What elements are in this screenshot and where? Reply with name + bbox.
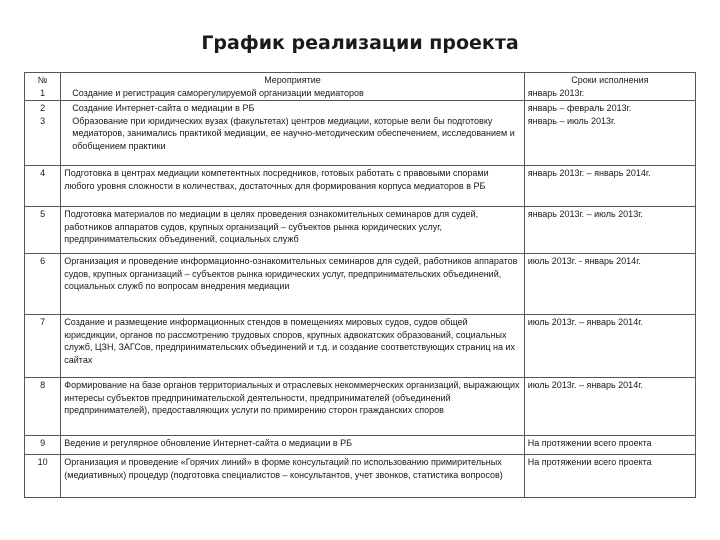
term-cell (524, 73, 695, 101)
activity-cell: Подготовка в центрах медиации компетентных посредников, готовых работать с правовыми спорами любого уровня сложности в количествах, достаточных для формирования корпуса медиаторов в РБ (61, 166, 524, 207)
term-cell: июль 2013г. - январь 2014г. (524, 254, 695, 315)
row-num: 2 (40, 103, 46, 113)
row-term: январь – июль 2013г. (527, 115, 616, 126)
num-cell (25, 73, 61, 101)
activity-cell (61, 101, 524, 166)
num-cell: 5 (25, 207, 61, 254)
row-term: январь 2013г. (527, 87, 585, 98)
num-cell: 8 (25, 378, 61, 436)
table-row (25, 315, 696, 378)
num-cell: 4 (25, 166, 61, 207)
row-activity: Создание Интернет-сайта о медиации в РБ (72, 103, 255, 113)
table-row (25, 254, 696, 315)
activity-cell: Организация и проведение информационно-ознакомительных семинаров для судей, работников аппаратов судов, крупных организаций – субъектов рынка юридических услуг, предпринимательских объединений, социальных служб по вопросам внедрения медиации (61, 254, 524, 315)
row-num: 1 (40, 87, 46, 98)
header-terms: Сроки исполнения (571, 75, 649, 85)
row-num: 3 (40, 115, 46, 126)
num-cell: 9 (25, 436, 61, 455)
table-row (25, 101, 696, 166)
table-row (25, 207, 696, 254)
table-row (25, 378, 696, 436)
term-cell: июль 2013г. – январь 2014г. (524, 378, 695, 436)
term-cell (524, 101, 695, 166)
table-row (25, 436, 696, 455)
row-term: январь – февраль 2013г. (527, 103, 632, 113)
activity-cell: Подготовка материалов по медиации в целях проведения ознакомительных семинаров для судей, работников аппаратов судов, крупных организаций – субъектов рынка юридических услуг, предпринимательских объединений, социальных служб (61, 207, 524, 254)
header-num: № (37, 75, 48, 85)
num-cell: 10 (25, 455, 61, 498)
num-cell (25, 101, 61, 166)
schedule-table (24, 72, 696, 498)
document-title: График реализации проекта (201, 32, 519, 54)
activity-cell: Создание и размещение информационных стендов в помещениях мировых судов, судов общей юрисдикции, органов по рассмотрению трудовых споров, крупных адвокатских образований, социальных служб, ЦЗН, ЗАГСов, предпринимательских объединений и т.д. и создание соответствующих страниц на их сайтах (61, 315, 524, 378)
term-cell: На протяжении всего проекта (524, 436, 695, 455)
table-row (25, 166, 696, 207)
term-cell: январь 2013г. – январь 2014г. (524, 166, 695, 207)
activity-cell (61, 73, 524, 101)
row-activity: Образование при юридических вузах (факультетах) центров медиации, которые вели бы подготовку медиаторов, занимались практикой медиации, ее научно-методическим обеспечением, исследованием и обобщением практики (72, 115, 515, 151)
num-cell: 6 (25, 254, 61, 315)
activity-cell: Организация и проведение «Горячих линий» в форме консультаций по использованию примирительных (медиативных) процедур (подготовка специалистов – консультантов, учет звонков, статистика вопросов) (61, 455, 524, 498)
header-activity: Мероприятие (264, 75, 321, 85)
table-row (25, 455, 696, 498)
activity-cell: Формирование на базе органов территориальных и отраслевых некоммерческих организаций, выражающих интересы субъектов предпринимательской деятельности, предпринимателей (объединений предпринимателей), предоставляющих услуги по примирению сторон гражданских споров (61, 378, 524, 436)
term-cell: январь 2013г. – июль 2013г. (524, 207, 695, 254)
term-cell: На протяжении всего проекта (524, 455, 695, 498)
row-activity: Создание и регистрация саморегулируемой организации медиаторов (72, 87, 364, 98)
activity-cell: Ведение и регулярное обновление Интернет-сайта о медиации в РБ (61, 436, 524, 455)
num-cell: 7 (25, 315, 61, 378)
term-cell: июль 2013г. – январь 2014г. (524, 315, 695, 378)
table-row (25, 73, 696, 101)
